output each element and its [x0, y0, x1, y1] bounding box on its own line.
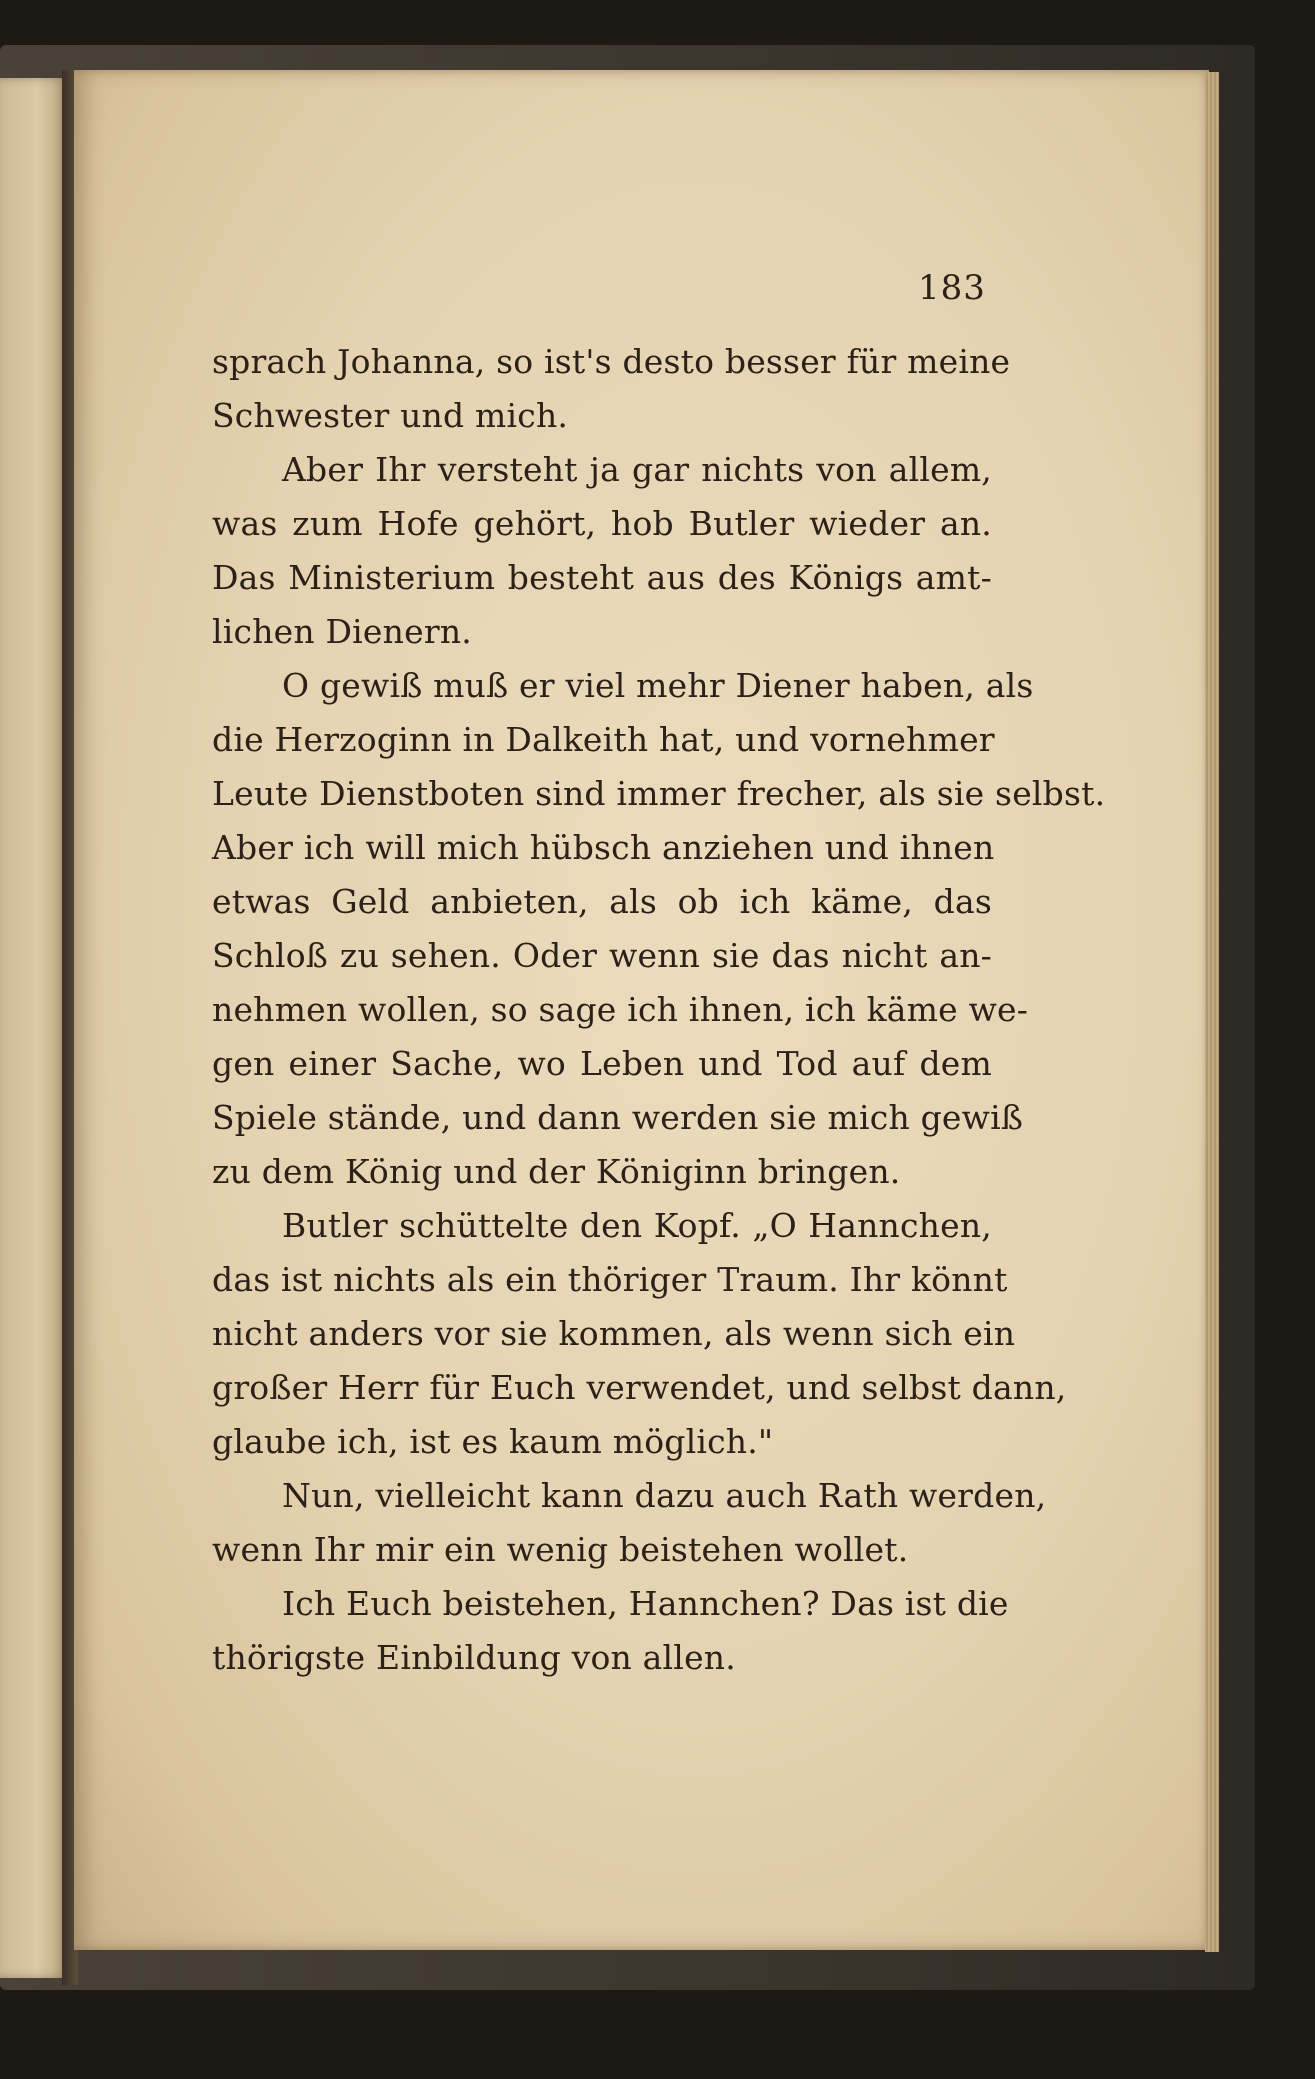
text-line: O gewiß muß er viel mehr Diener haben, als: [282, 666, 1034, 705]
text-line: Schloß zu sehen. Oder wenn sie das nicht an-: [212, 936, 992, 975]
text-line: Nun, vielleicht kann dazu auch Rath werden,: [282, 1476, 1047, 1515]
text-line: sprach Johanna, so ist's desto besser für meine: [212, 342, 1011, 381]
page-body-text: [212, 335, 1106, 1685]
text-line: Aber Ihr versteht ja gar nichts von allem,: [282, 450, 992, 489]
previous-page-edge: [0, 78, 68, 1978]
page-number: 183: [918, 268, 986, 308]
text-line: Aber ich will mich hübsch anziehen und ihnen: [212, 828, 995, 867]
text-line: lichen Dienern.: [212, 612, 472, 651]
text-line: wenn Ihr mir ein wenig beistehen wollet.: [212, 1530, 909, 1569]
page-stack-edge: [1205, 72, 1219, 1952]
text-line: glaube ich, ist es kaum möglich.": [212, 1422, 774, 1461]
text-line: Butler schüttelte den Kopf. „O Hannchen,: [282, 1206, 992, 1245]
text-line: die Herzoginn in Dalkeith hat, und vornehmer: [212, 720, 995, 759]
text-line: Spiele stände, und dann werden sie mich gewiß: [212, 1098, 1024, 1137]
text-line: gen einer Sache, wo Leben und Tod auf dem: [212, 1044, 992, 1083]
text-line: das ist nichts als ein thöriger Traum. Ihr könnt: [212, 1260, 1008, 1299]
text-line: Schwester und mich.: [212, 396, 569, 435]
text-line: Leute Dienstboten sind immer frecher, als sie selbst.: [212, 774, 1106, 813]
text-line: thörigste Einbildung von allen.: [212, 1638, 736, 1677]
text-line: nehmen wollen, so sage ich ihnen, ich käme we-: [212, 990, 1029, 1029]
text-line: etwas Geld anbieten, als ob ich käme, das: [212, 882, 992, 921]
text-line: zu dem König und der Königinn bringen.: [212, 1152, 901, 1191]
text-line: was zum Hofe gehört, hob Butler wieder an.: [212, 504, 992, 543]
text-line: nicht anders vor sie kommen, als wenn sich ein: [212, 1314, 1016, 1353]
text-line: großer Herr für Euch verwendet, und selbst dann,: [212, 1368, 1067, 1407]
text-line: Das Ministerium besteht aus des Königs amt-: [212, 558, 992, 597]
text-line: Ich Euch beistehen, Hannchen? Das ist die: [282, 1584, 1009, 1623]
